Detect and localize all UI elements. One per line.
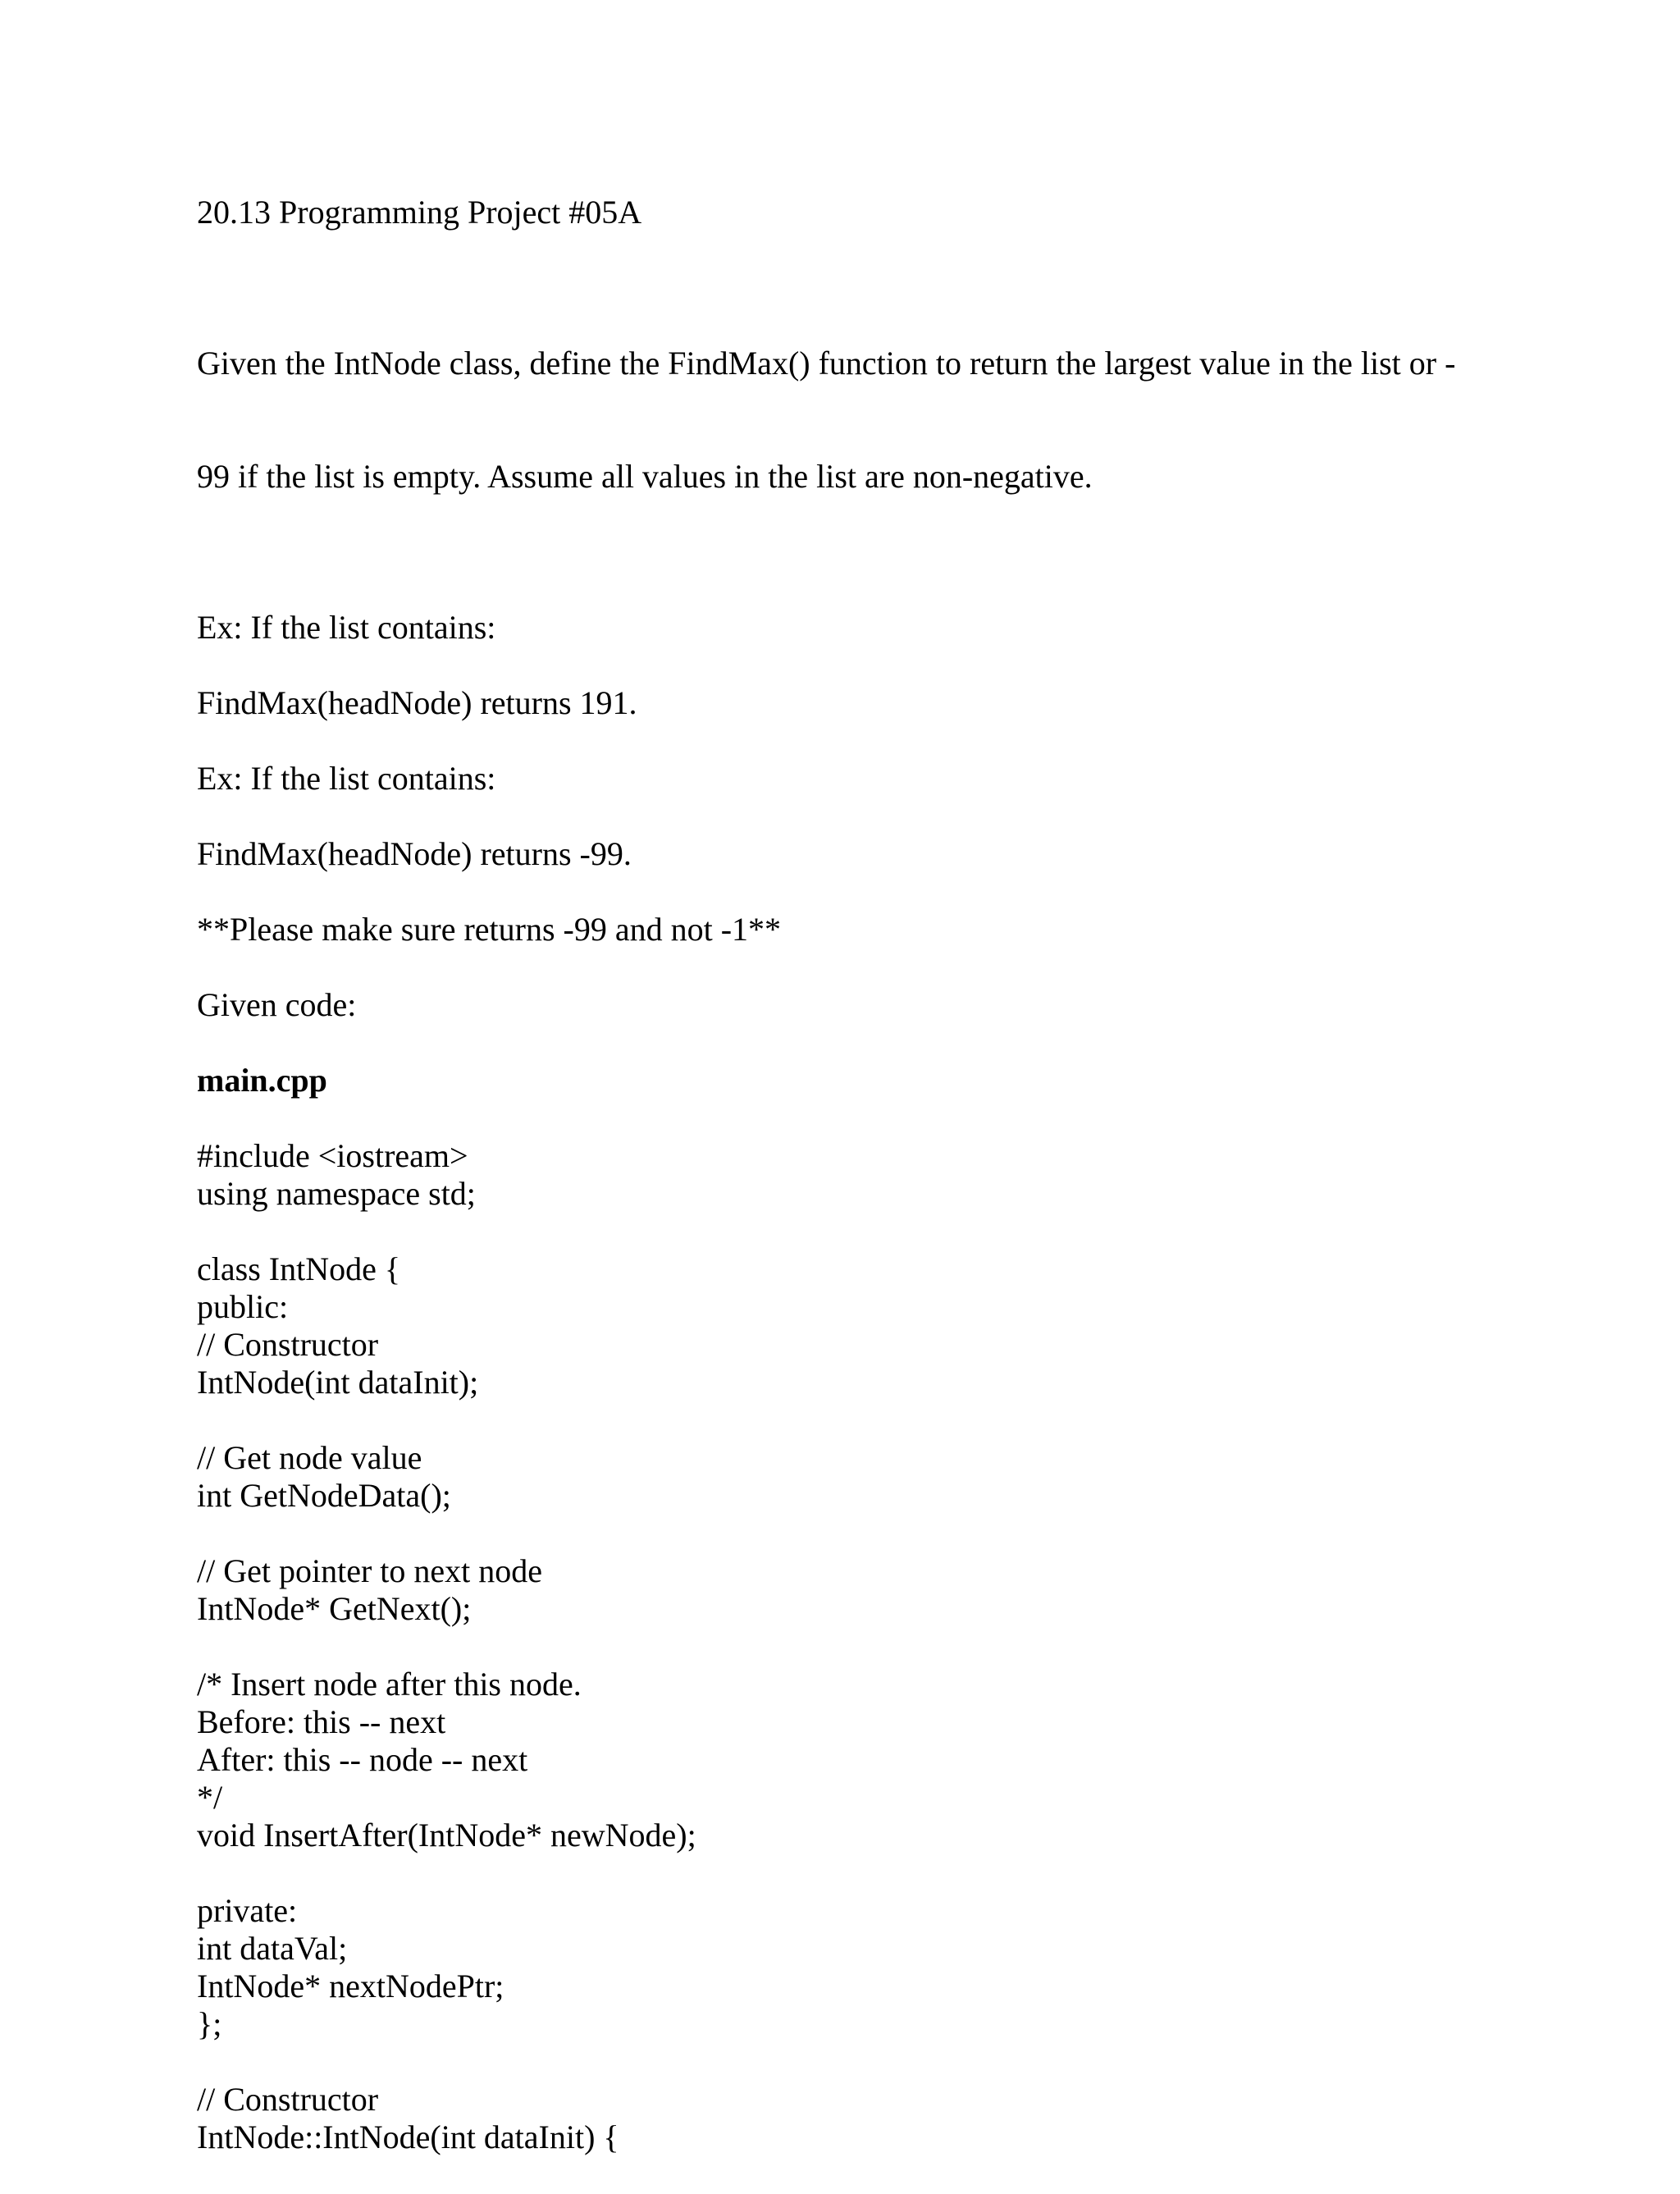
code-block [197, 1892, 1493, 2043]
code-line: After: this -- node -- next [197, 1741, 528, 1778]
example-label: Ex: If the list contains: [197, 609, 496, 646]
code-line: */ [197, 1779, 223, 1816]
code-line: #include <iostream> [197, 1137, 468, 1174]
code-line: Before: this -- next [197, 1703, 446, 1740]
code-line: // Get pointer to next node [197, 1552, 543, 1589]
code-line: IntNode::IntNode(int dataInit) { [197, 2119, 619, 2155]
code-line: int GetNodeData(); [197, 1477, 451, 1514]
code-line: void InsertAfter(IntNode* newNode); [197, 1817, 696, 1853]
code-line: IntNode* nextNodePtr; [197, 1968, 504, 2004]
code-line: class IntNode { [197, 1250, 401, 1287]
file-name-heading: main.cpp [197, 1062, 327, 1099]
code-line: IntNode* GetNext(); [197, 1590, 472, 1627]
code-line: /* Insert node after this node. [197, 1666, 582, 1703]
page-title: 20.13 Programming Project #05A [197, 194, 642, 231]
code-line: // Constructor [197, 1326, 379, 1363]
code-listing [197, 1137, 1493, 2156]
code-block [197, 1137, 1493, 1213]
code-line: private: [197, 1892, 298, 1929]
code-block [197, 1250, 1493, 1401]
example-label: Ex: If the list contains: [197, 760, 496, 797]
code-line: // Constructor [197, 2081, 379, 2118]
code-block [197, 1439, 1493, 1515]
intro-line: 99 if the list is empty. Assume all values in the list are non-negative. [197, 458, 1093, 495]
document-content [197, 194, 1493, 2194]
note-text: **Please make sure returns -99 and not -1** [197, 911, 782, 948]
code-block [197, 1666, 1493, 1854]
example-result: FindMax(headNode) returns -99. [197, 835, 632, 872]
code-line: public: [197, 1288, 289, 1325]
code-block [197, 2081, 1493, 2156]
code-line: IntNode(int dataInit); [197, 1364, 479, 1401]
code-line: // Get node value [197, 1439, 422, 1476]
given-code-label: Given code: [197, 986, 357, 1023]
code-line: }; [197, 2005, 222, 2042]
intro-line: Given the IntNode class, define the FindMax() function to return the largest value in the list or - [197, 345, 1456, 382]
example-result: FindMax(headNode) returns 191. [197, 684, 637, 721]
code-block [197, 1552, 1493, 1628]
code-line: using namespace std; [197, 1175, 476, 1212]
intro-paragraph [197, 269, 1493, 571]
code-line: int dataVal; [197, 1930, 348, 1967]
